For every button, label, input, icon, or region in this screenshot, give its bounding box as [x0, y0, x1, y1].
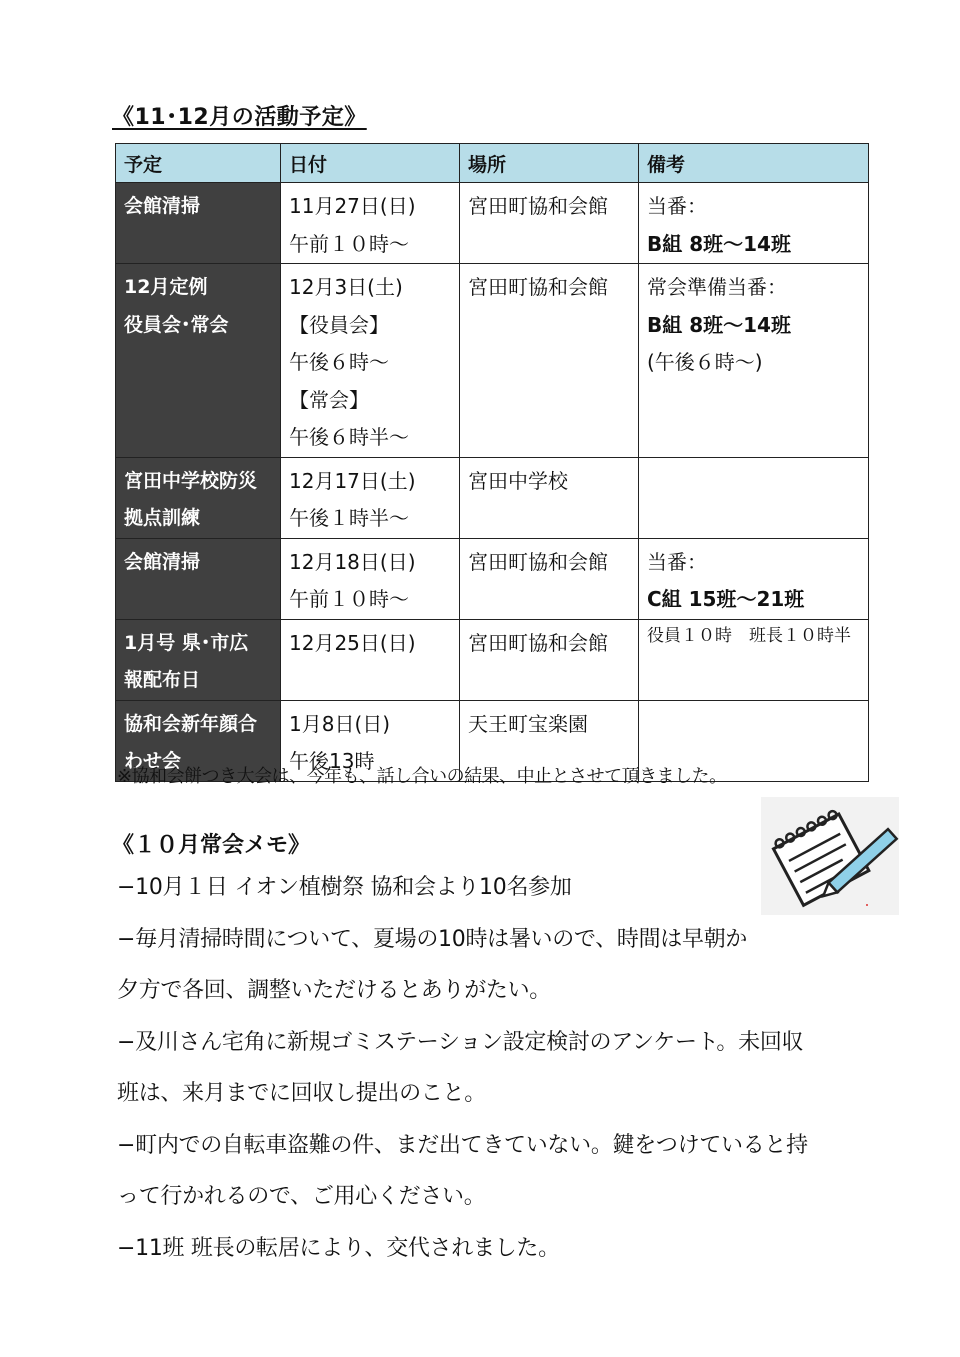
- table-row: [116, 457, 869, 538]
- place-cell: [460, 457, 639, 538]
- memo-line: って行かれるので、ご用心ください。: [117, 1184, 486, 1209]
- date-line: 12月17日(土): [289, 468, 416, 493]
- place-cell: [460, 183, 639, 264]
- date-line: 12月18日(日): [289, 549, 416, 574]
- note-cell: [639, 619, 869, 700]
- place-text: 宮田町協和会館: [468, 194, 608, 218]
- place-text: 宮田町協和会館: [468, 549, 608, 574]
- date-line: 11月27日(日): [289, 194, 416, 218]
- note-cell: [639, 457, 869, 538]
- memo-line: −町内での自転車盗難の件、まだ出てきていない。鍵をつけていると持: [117, 1132, 808, 1158]
- date-cell: [281, 457, 460, 538]
- schedule-table: [115, 143, 869, 782]
- place-text: 宮田中学校: [468, 468, 568, 493]
- memo-line: 夕方で各回、調整いただけるとありがたい。: [117, 978, 552, 1003]
- place-cell: [460, 538, 639, 619]
- table-row: [116, 538, 869, 619]
- date-cell: [281, 538, 460, 619]
- event-line: 会館清掃: [124, 550, 201, 573]
- note-cell: [639, 183, 869, 264]
- note-cell: [639, 264, 869, 458]
- note-line: (午後６時～): [647, 350, 763, 374]
- date-line: 【役員会】: [289, 312, 389, 337]
- event-cell: [116, 619, 281, 700]
- event-cell: [116, 457, 281, 538]
- memo-line: 班は、来月までに回収し提出のこと。: [117, 1081, 486, 1106]
- note-line: 当番：: [647, 549, 707, 574]
- duty-group: B組 8班～14班: [647, 312, 791, 337]
- date-line: 午後１時半～: [289, 506, 409, 530]
- note-cell: [639, 538, 869, 619]
- memo-title: 《１０月常会メモ》: [112, 833, 311, 858]
- header-date: 日付: [281, 144, 460, 183]
- date-line: 午後６時半～: [289, 425, 409, 449]
- place-cell: [460, 619, 639, 700]
- memo-line: −及川さん宅角に新規ゴミステーション設定検討のアンケート。未回収: [117, 1029, 804, 1055]
- memo-body: [117, 868, 817, 1280]
- event-line: 役員会･常会: [124, 313, 229, 336]
- date-line: 12月25日(日): [289, 630, 416, 655]
- duty-group: B組 8班～14班: [647, 231, 791, 256]
- table-row: [116, 619, 869, 700]
- note-line: 当番：: [647, 194, 707, 218]
- event-cell: [116, 264, 281, 458]
- event-line: 1月号 県･市広: [124, 631, 249, 654]
- header-note: 備考: [639, 144, 869, 183]
- event-line: わせ会: [124, 750, 182, 772]
- header-place: 場所: [460, 144, 639, 183]
- schedule-title: 《11･12月の活動予定》: [112, 105, 367, 130]
- date-cell: [281, 183, 460, 264]
- note-line: 常会準備当番：: [647, 275, 787, 299]
- memo-line: −毎月清掃時間について、夏場の10時は暑いので、時間は早朝か: [117, 926, 748, 952]
- event-line: 報配布日: [124, 669, 201, 691]
- date-line: 【常会】: [289, 387, 369, 412]
- date-line: 午前１０時～: [289, 231, 409, 256]
- footnote: ※協和会餅つき大会は、今年も、話し合いの結果、中止とさせて頂きました。: [117, 766, 727, 787]
- date-line: 午前１０時～: [289, 587, 409, 611]
- table-row: [116, 264, 869, 458]
- event-line: 会館清掃: [124, 195, 201, 217]
- event-line: 拠点訓練: [124, 507, 201, 529]
- event-cell: [116, 183, 281, 264]
- note-line: 役員１０時 班長１０時半: [647, 625, 851, 646]
- table-row: [116, 183, 869, 264]
- date-line: 1月8日(日): [289, 711, 391, 736]
- place-cell: [460, 264, 639, 458]
- place-text: 宮田町協和会館: [468, 630, 608, 655]
- place-text: 宮田町協和会館: [468, 275, 608, 299]
- date-line: 12月3日(土): [289, 275, 403, 299]
- event-line: 12月定例: [124, 276, 208, 298]
- date-cell: [281, 264, 460, 458]
- date-line: 午後６時～: [289, 350, 389, 374]
- duty-group: C組 15班～21班: [647, 587, 805, 611]
- memo-line: −10月１日 イオン植樹祭 協和会より10名参加: [117, 875, 572, 900]
- event-line: 協和会新年顔合: [124, 712, 258, 735]
- memo-line: −11班 班長の転居により、交代されました。: [117, 1235, 560, 1261]
- header-event: 予定: [116, 144, 281, 183]
- schedule-header-row: [116, 144, 869, 183]
- date-line: 午後13時: [289, 749, 375, 773]
- event-line: 宮田中学校防災: [124, 469, 258, 492]
- date-cell: [281, 619, 460, 700]
- place-text: 天王町宝楽園: [468, 711, 588, 736]
- event-cell: [116, 538, 281, 619]
